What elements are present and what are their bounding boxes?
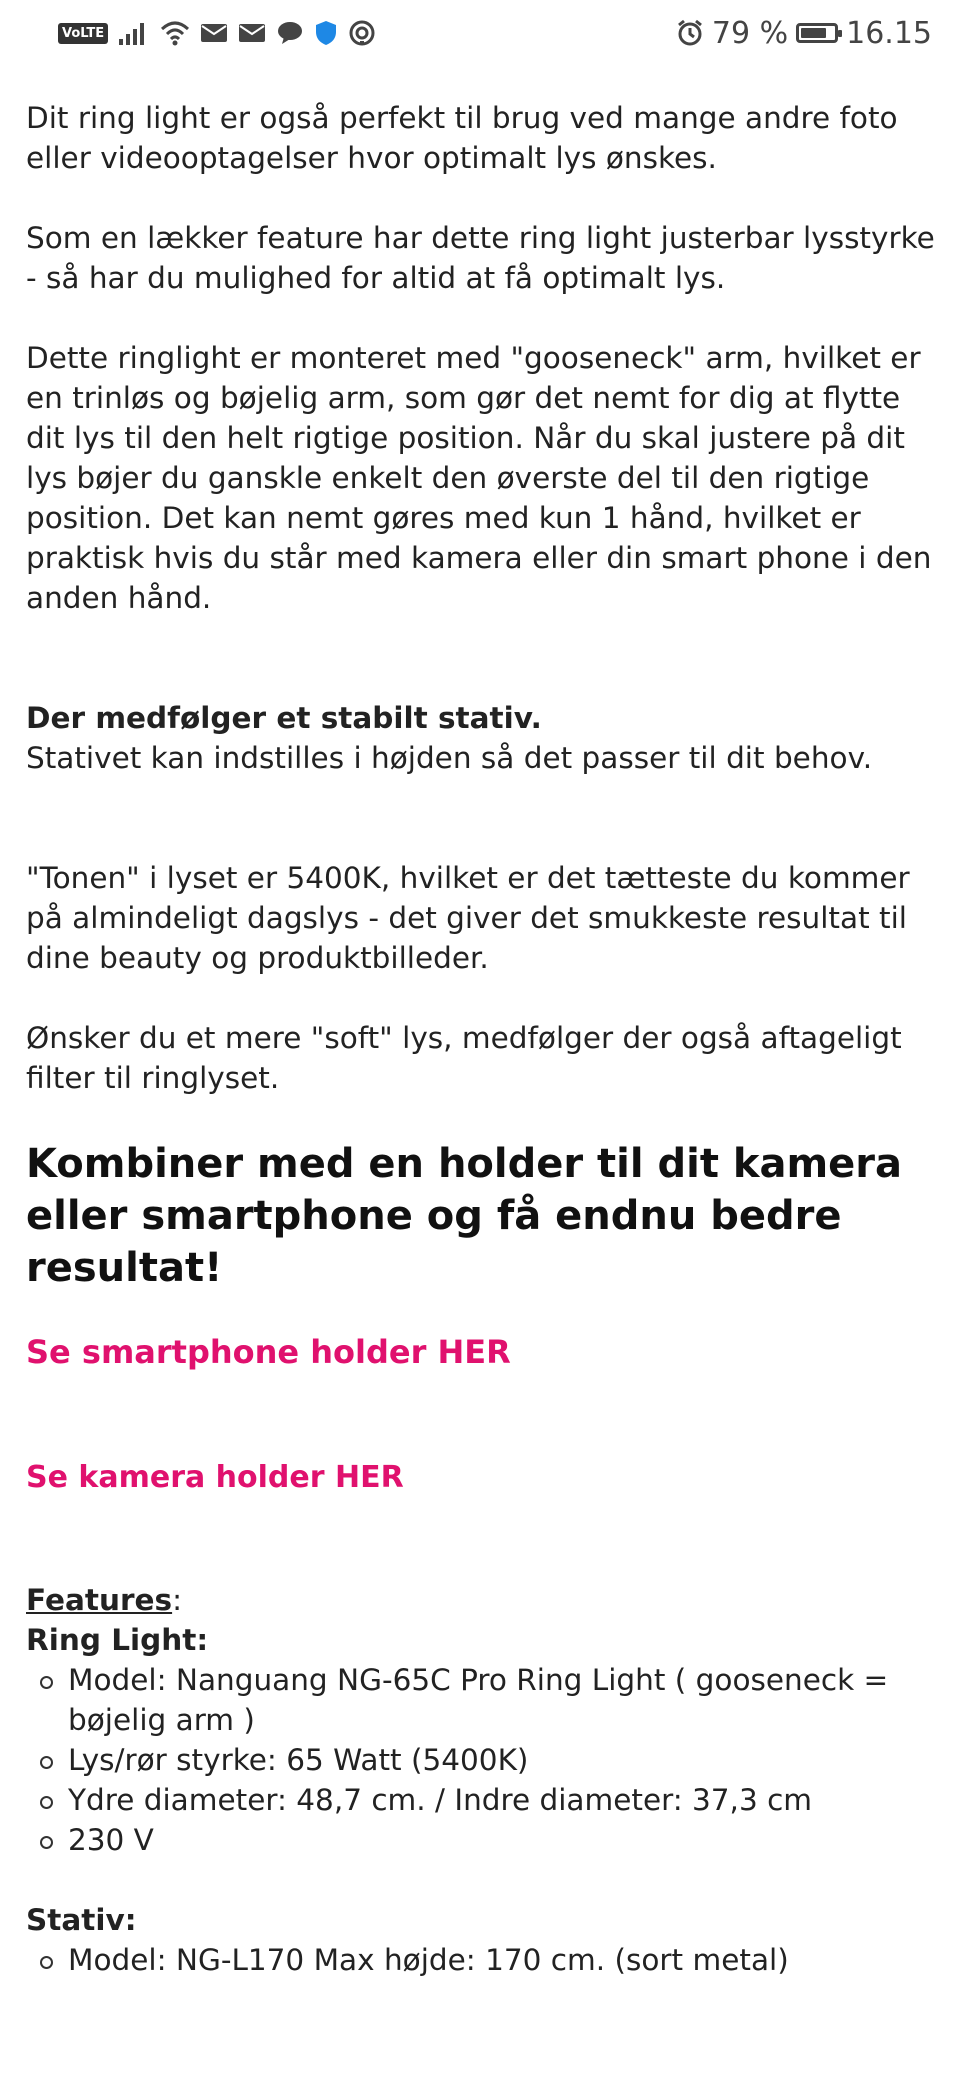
status-right	[668, 16, 932, 51]
chat-icon	[276, 21, 304, 45]
paragraph-filter: Ønsker du et mere "soft" lys, medfølger der også aftageligt filter til ringlyset.	[26, 1021, 902, 1095]
alarm-icon	[676, 19, 704, 47]
battery-fill	[801, 28, 826, 38]
list-item: Lys/rør styrke: 65 Watt (5400K)	[26, 1740, 946, 1780]
mail-icon	[238, 23, 266, 43]
list-item: Model: Nanguang NG-65C Pro Ring Light ( gooseneck = bøjelig arm )	[26, 1660, 946, 1740]
stand-text: Stativet kan indstilles i højden så det passer til dit behov.	[26, 741, 873, 775]
features-label: Features	[26, 1583, 173, 1617]
stand-heading: Der medfølger et stabilt stativ.	[26, 701, 542, 735]
clock-time: 16.15	[846, 15, 932, 51]
battery-percent: 79 %	[711, 15, 789, 51]
shield-icon	[314, 20, 338, 46]
product-description	[26, 98, 946, 1980]
features-heading	[26, 1580, 946, 1620]
stativ-model-suffix: Max højde: 170 cm. (sort metal)	[304, 1943, 789, 1977]
combine-heading: Kombiner med en holder til dit kamera eller smartphone og få endnu bedre resultat!	[26, 1141, 903, 1291]
mail-icon	[200, 23, 228, 43]
features-colon: :	[172, 1583, 183, 1617]
paragraph-tone: "Tonen" i lyset er 5400K, hvilket er det tætteste du kommer på almindeligt dagslys - det giver det smukkeste resultat til dine beauty og produktbilleder.	[26, 861, 910, 975]
paragraph-usage: Dit ring light er også perfekt til brug ved mange andre foto eller videooptagelser hvor optimalt lys ønskes.	[26, 101, 898, 175]
stativ-model-prefix: Model:	[68, 1943, 176, 1977]
camera-holder-link[interactable]: Se kamera holder HER	[26, 1460, 404, 1495]
stativ-heading: Stativ:	[26, 1903, 137, 1937]
camera-icon	[348, 20, 378, 46]
wifi-icon	[160, 20, 190, 46]
stativ-model-code: NG-L170	[175, 1943, 305, 1977]
status-bar	[0, 0, 960, 66]
signal-icon	[118, 21, 150, 45]
list-item: Ydre diameter: 48,7 cm. / Indre diameter: 37,3 cm	[26, 1780, 946, 1820]
stativ-specs	[26, 1940, 946, 1980]
status-left-icons	[58, 20, 388, 46]
paragraph-brightness: Som en lækker feature har dette ring light justerbar lysstyrke - så har du mulighed for altid at få optimalt lys.	[26, 221, 935, 295]
ring-light-heading: Ring Light:	[26, 1623, 209, 1657]
smartphone-holder-link[interactable]: Se smartphone holder HER	[26, 1333, 511, 1371]
list-item: 230 V	[26, 1820, 946, 1860]
volte-badge: VoLTE	[58, 23, 108, 44]
paragraph-gooseneck: Dette ringlight er monteret med "gooseneck" arm, hvilket er en trinløs og bøjelig arm, som gør det nemt for dig at flytte dit lys til den helt rigtige position. Når du skal justere på dit lys bøjer du ganskle enkelt den øverste del til den rigtige position. Det kan nemt gøres med kun 1 hånd, hvilket er praktisk hvis du står med kamera eller din smart phone i den anden hånd.	[26, 341, 932, 615]
list-item	[26, 1940, 946, 1980]
battery-icon	[796, 23, 838, 43]
ring-light-specs	[26, 1660, 946, 1860]
